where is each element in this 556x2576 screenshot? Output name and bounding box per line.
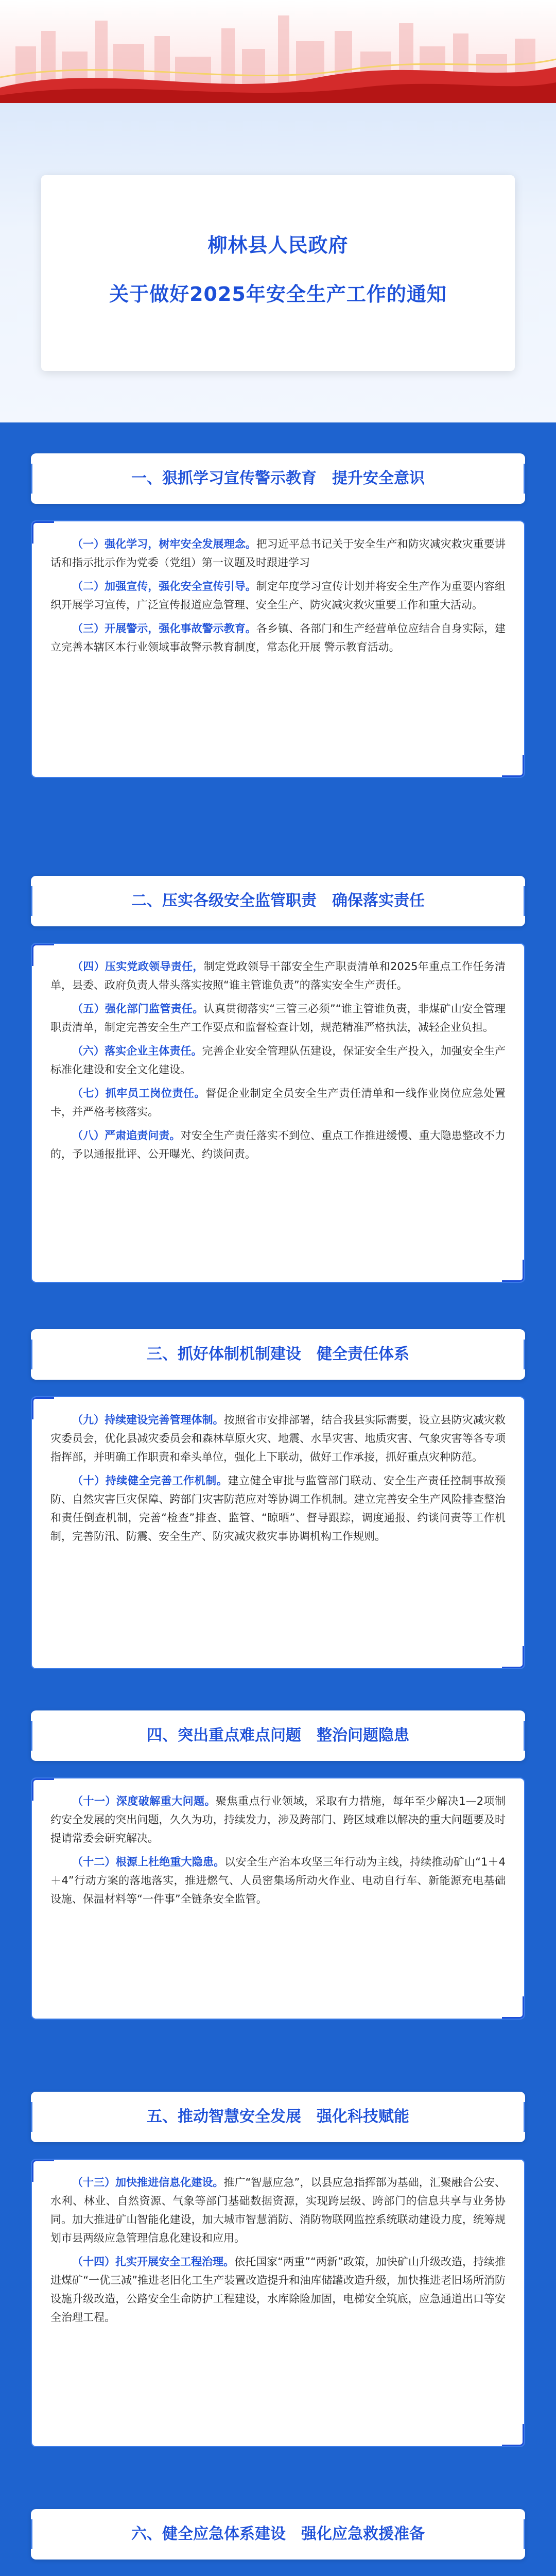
card-corner bbox=[502, 1996, 525, 2020]
section-4-header bbox=[31, 1710, 525, 1761]
card-corner bbox=[31, 943, 54, 966]
paragraph-lead: （一）强化学习，树牢安全发展理念。 bbox=[72, 538, 256, 550]
section-5-header bbox=[31, 2092, 525, 2142]
section-2-heading: 二、压实各级安全监管职责 确保落实责任 bbox=[131, 892, 425, 910]
top-banner bbox=[0, 0, 556, 103]
card-corner bbox=[31, 520, 54, 544]
paragraph-text: 建立健全审批与监管部门联动、安全生产责任控制事故预防、自然灾害巨灾保障、跨部门灾害防范应对等协调工作机制。建立完善安全生产风险排查整治和责任倒查机制，完善“检查”排查、监管、“晾晒”、督导跟踪，调度通报、约谈问责等工作机制，完善防汛、防震、安全生产、防灾减灾救灾事协调机构工作规则。 bbox=[50, 1475, 506, 1543]
paragraph bbox=[50, 1471, 506, 1546]
paragraph bbox=[50, 577, 506, 614]
section-4-heading: 四、突出重点难点问题 整治问题隐患 bbox=[147, 1726, 409, 1744]
section-1-header bbox=[31, 453, 525, 504]
notice-title: 关于做好2025年安全生产工作的通知 bbox=[109, 283, 447, 306]
paragraph-lead: （十三）加快推进信息化建设。 bbox=[72, 2176, 224, 2189]
paragraph-text: 以安全生产治本攻坚三年行动为主线，持续推动矿山“1＋4＋4”行动方案的落地落实，推进燃气、人员密集场所动火作业、电动自行车、新能源充电基础设施、保温材料等“一件事”全链条安全监管。 bbox=[50, 1856, 506, 1905]
section-1-heading: 一、狠抓学习宣传警示教育 提升安全意识 bbox=[131, 469, 425, 487]
card-corner bbox=[31, 1396, 54, 1419]
section-1-card bbox=[31, 520, 525, 778]
section-6-heading: 六、健全应急体系建设 强化应急救援准备 bbox=[131, 2525, 425, 2543]
paragraph bbox=[50, 999, 506, 1037]
paragraph bbox=[50, 1411, 506, 1466]
section-5-card bbox=[31, 2159, 525, 2447]
paragraph-text: 制定党政领导干部安全生产职责清单和2025年重点工作任务清单，县委、政府负责人带头落实按照“谁主管谁负责”的落实安全生产责任。 bbox=[50, 960, 506, 991]
paragraph-text: 依托国家“两重”“两新”政策，加快矿山升级改造，持续推进煤矿“一优三减”推进老旧化工生产装置改造提升和油库储罐改造升级，加快推进老旧场所消防设施升级改造，公路安全生命防护工程建设，水库除险加固，电梯安全筑底，应急通道出口等安全治理工程。 bbox=[50, 2256, 506, 2324]
paragraph-lead: （八）严肃追责问责。 bbox=[72, 1129, 181, 1142]
paragraph bbox=[50, 619, 506, 656]
card-corner bbox=[502, 1260, 525, 1283]
section-2-card bbox=[31, 943, 525, 1283]
section-2-header bbox=[31, 876, 525, 926]
paragraph bbox=[50, 535, 506, 572]
paragraph-text: 督促企业制定全员安全生产责任清单和一线作业岗位应急处置卡，并严格考核落实。 bbox=[50, 1087, 506, 1118]
paragraph-text: 聚焦重点行业领域，采取有力措施，每年至少解决1—2项制约安全发展的突出问题，久久为功，持续发力，涉及跨部门、跨区域难以解决的重大问题要及时提请常委会研究解决。 bbox=[50, 1795, 506, 1844]
paragraph bbox=[50, 2173, 506, 2247]
paragraph bbox=[50, 957, 506, 994]
paragraph bbox=[50, 1853, 506, 1908]
paragraph-lead: （三）开展警示，强化事故警示教育。 bbox=[72, 622, 256, 635]
paragraph bbox=[50, 1792, 506, 1848]
paragraph-lead: （七）抓牢员工岗位责任。 bbox=[72, 1087, 206, 1099]
paragraph-lead: （十一）深度破解重大问题。 bbox=[72, 1795, 216, 1807]
city-skyline-decoration bbox=[0, 0, 556, 103]
paragraph-text: 各乡镇、各部门和生产经营单位应结合自身实际，建立完善本辖区本行业领域事故警示教育制度，常态化开展 警示教育活动。 bbox=[50, 622, 506, 653]
card-corner bbox=[502, 2424, 525, 2447]
paragraph-lead: （五）强化部门监管责任。 bbox=[72, 1003, 204, 1015]
section-6-header bbox=[31, 2509, 525, 2560]
card-corner bbox=[31, 2159, 54, 2182]
paragraph-lead: （十二）根源上杜绝重大隐患。 bbox=[72, 1856, 225, 1868]
paragraph-text: 认真贯彻落实“三管三必须”“谁主管谁负责，非煤矿山安全管理职责清单，制定完善安全生产工作要点和监督检查计划，规范精准严格执法，减轻企业负担。 bbox=[50, 1003, 506, 1033]
paragraph-text: 制定年度学习宣传计划并将安全生产作为重要内容组织开展学习宣传，广泛宣传报道应急管理、安全生产、防灾减灾救灾重要工作和重大活动。 bbox=[50, 580, 506, 611]
section-5-heading: 五、推动智慧安全发展 强化科技赋能 bbox=[147, 2108, 409, 2126]
title-card bbox=[41, 175, 515, 371]
paragraph bbox=[50, 1084, 506, 1121]
paragraph-lead: （十四）扎实开展安全工程治理。 bbox=[72, 2256, 235, 2268]
paragraph-text: 推广“智慧应急”，以县应急指挥部为基础，汇聚融合公安、水利、林业、自然资源、气象等部门基础数据资源，实现跨层级、跨部门的信息共享与业务协同。加大推进矿山智能化建设，加大城市智慧消防、消防物联网监控系统联动建设力度，统筹规划市县两级应急管理信息化建设和应用。 bbox=[50, 2176, 506, 2244]
section-4-card bbox=[31, 1777, 525, 2020]
card-corner bbox=[31, 1777, 54, 1801]
card-corner bbox=[502, 1646, 525, 1669]
paragraph-lead: （四）压实党政领导责任， bbox=[72, 960, 204, 973]
notice-issuer: 柳林县人民政府 bbox=[207, 234, 349, 257]
paragraph bbox=[50, 2252, 506, 2327]
paragraph-lead: （六）落实企业主体责任。 bbox=[72, 1045, 202, 1057]
paragraph-text: 完善企业安全管理队伍建设，保证安全生产投入，加强安全生产标准化建设和安全文化建设。 bbox=[50, 1045, 506, 1076]
section-3-card bbox=[31, 1396, 525, 1669]
section-3-heading: 三、抓好体制机制建设 健全责任体系 bbox=[147, 1345, 409, 1363]
paragraph-lead: （九）持续建设完善管理体制。 bbox=[72, 1414, 224, 1426]
paragraph-text: 把习近平总书记关于安全生产和防灾减灾救灾重要讲话和指示批示作为党委（党组）第一议题及时跟进学习 bbox=[50, 538, 506, 569]
paragraph-lead: （二）加强宣传，强化安全宣传引导。 bbox=[72, 580, 256, 592]
paragraph-lead: （十）持续健全完善工作机制。 bbox=[72, 1475, 228, 1487]
paragraph bbox=[50, 1042, 506, 1079]
paragraph-text: 对安全生产责任落实不到位、重点工作推进缓慢、重大隐患整改不力的，予以通报批评、公开曝光、约谈问责。 bbox=[50, 1129, 506, 1160]
section-3-header bbox=[31, 1329, 525, 1380]
paragraph bbox=[50, 1126, 506, 1163]
card-corner bbox=[502, 755, 525, 778]
paragraph-text: 按照省市安排部署，结合我县实际需要，设立县防灾减灾救灾委员会，优化县减灾委员会和森林草原火灾、地震、水旱灾害、地质灾害、气象灾害等各专项指挥部，并明确工作职责和牵头单位，强化上下联动，做好工作承接，抓好重点灾种防范。 bbox=[50, 1414, 506, 1463]
